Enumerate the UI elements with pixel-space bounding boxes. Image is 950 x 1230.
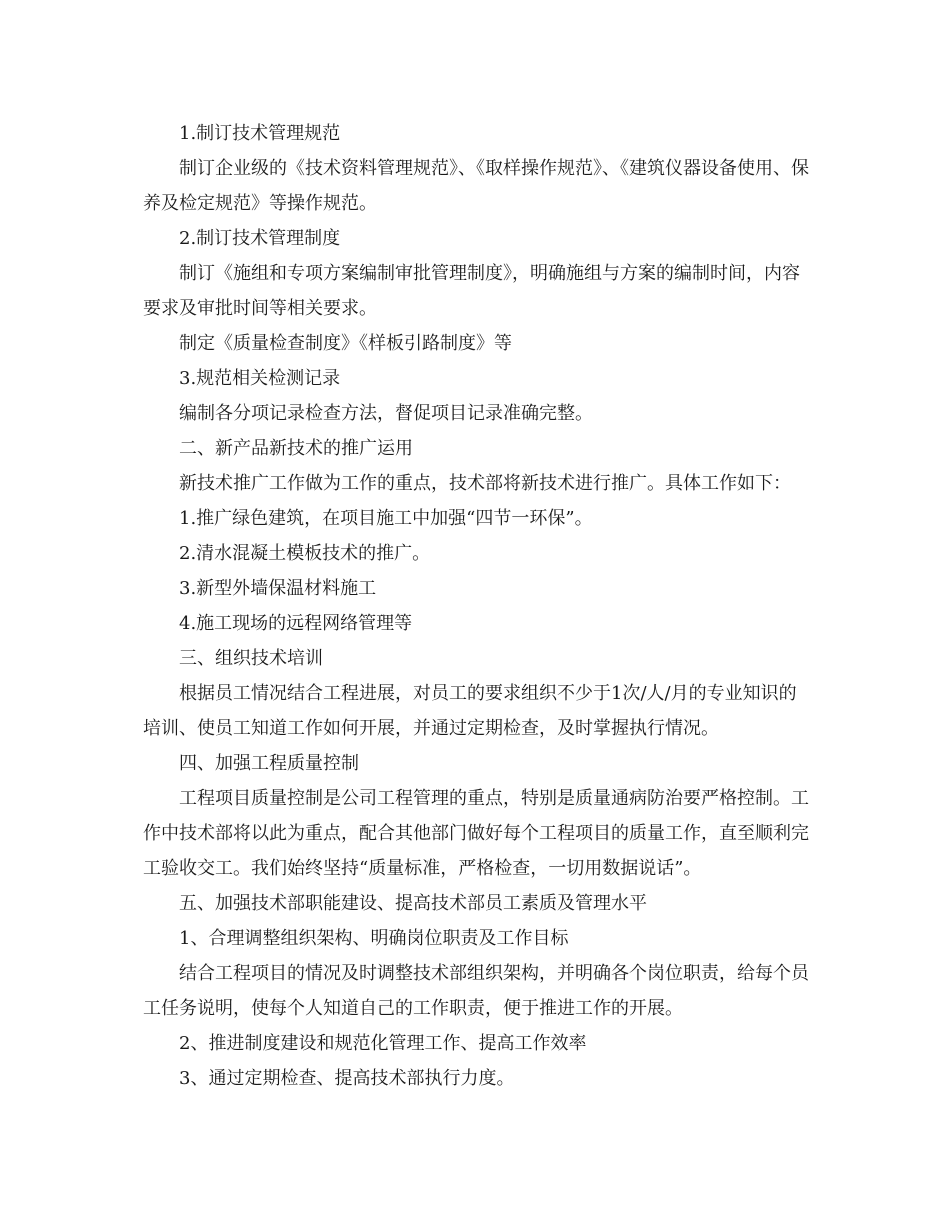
heading-3-records: 3.规范相关检测记录 (179, 368, 341, 389)
section-heading-2: 二、新产品新技术的推广运用 (179, 438, 413, 459)
paragraph-standards: 制订企业级的《技术资料管理规范》、《取样操作规范》、《建筑仪器设备使用、保养及检定规范》等操作规范。 (143, 158, 809, 214)
subheading-org: 1、合理调整组织架构、明确岗位职责及工作目标 (179, 928, 569, 949)
heading-1-tech-standards: 1.制订技术管理规范 (179, 123, 341, 144)
list-item-4: 4.施工现场的远程网络管理等 (179, 613, 413, 634)
document-body (143, 116, 813, 1096)
subheading-system-building: 2、推进制度建设和规范化管理工作、提高工作效率 (179, 1033, 587, 1054)
paragraph-training: 根据员工情况结合工程进展，对员工的要求组织不少于1次/人/月的专业知识的培训、使员工知道工作如何开展，并通过定期检查，及时掌握执行情况。 (143, 683, 797, 739)
paragraph-quality-system: 制定《质量检查制度》《样板引路制度》等 (179, 333, 512, 354)
paragraph-new-tech: 新技术推广工作做为工作的重点，技术部将新技术进行推广。具体工作如下： (179, 473, 791, 494)
section-heading-3: 三、组织技术培训 (179, 648, 323, 669)
paragraph-quality-control: 工程项目质量控制是公司工程管理的重点，特别是质量通病防治要严格控制。工作中技术部将以此为重点，配合其他部门做好每个工程项目的质量工作，直至顺利完工验收交工。我们始终坚持“质量标准，严格检查，一切用数据说话”。 (143, 788, 809, 879)
paragraph-records: 编制各分项记录检查方法，督促项目记录准确完整。 (179, 403, 593, 424)
heading-2-tech-system: 2.制订技术管理制度 (179, 228, 341, 249)
paragraph-system: 制订《施组和专项方案编制审批管理制度》，明确施组与方案的编制时间，内容要求及审批时间等相关要求。 (143, 263, 800, 319)
section-heading-5: 五、加强技术部职能建设、提高技术部员工素质及管理水平 (179, 893, 647, 914)
list-item-3: 3.新型外墙保温材料施工 (179, 578, 377, 599)
paragraph-org: 结合工程项目的情况及时调整技术部组织架构，并明确各个岗位职责，给每个员工任务说明，使每个人知道自己的工作职责，便于推进工作的开展。 (143, 963, 809, 1019)
list-item-2: 2.清水混凝土模板技术的推广。 (179, 543, 431, 564)
subheading-inspection: 3、通过定期检查、提高技术部执行力度。 (179, 1068, 515, 1089)
section-heading-4: 四、加强工程质量控制 (179, 753, 359, 774)
list-item-1: 1.推广绿色建筑，在项目施工中加强“四节一环保”。 (179, 508, 593, 529)
